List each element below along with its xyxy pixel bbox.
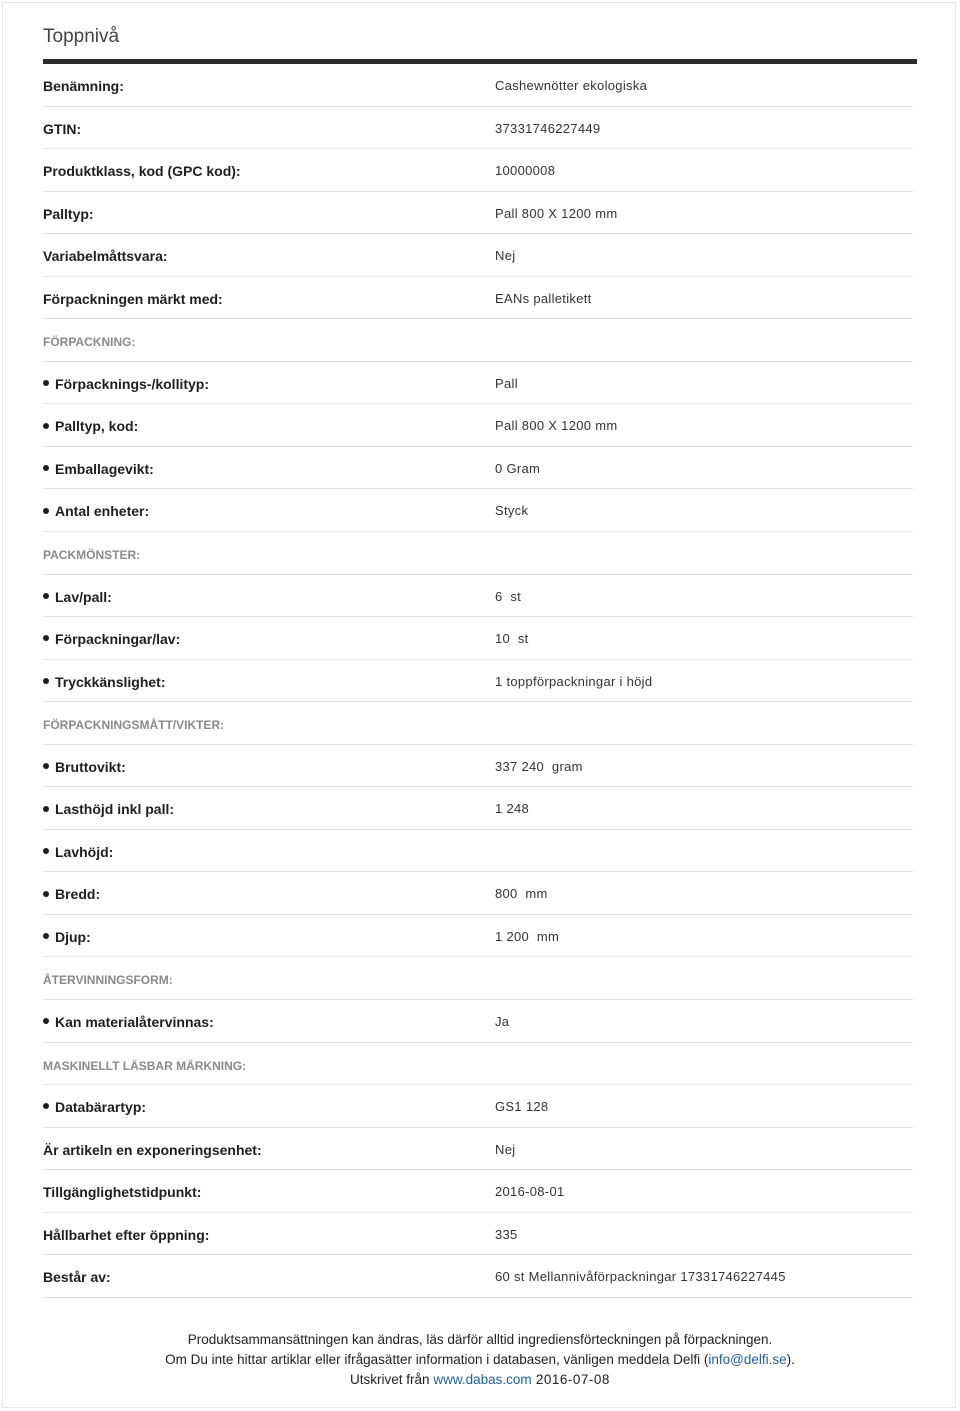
footer-disclaimer: Produktsammansättningen kan ändras, läs därför alltid ingrediensförteckningen på förpackningen. bbox=[187, 1332, 773, 1347]
field-value: Nej bbox=[495, 1141, 516, 1157]
field-row bbox=[43, 362, 913, 405]
bullet-icon bbox=[43, 806, 49, 812]
field-label bbox=[43, 1000, 214, 1042]
section-header: PACKMÖNSTER: bbox=[43, 548, 141, 563]
bullet-icon bbox=[43, 593, 49, 599]
footer-printed bbox=[0, 1370, 960, 1390]
field-value: Pall 800 X 1200 mm bbox=[495, 205, 618, 221]
printed-date: 2016-07-08 bbox=[531, 1372, 610, 1387]
footer-contact-text: Om Du inte hittar artiklar eller ifrågasätter information i databasen, vänligen meddela Delfi ( bbox=[165, 1352, 709, 1367]
field-label bbox=[43, 489, 149, 531]
field-value: 1 toppförpackningar i höjd bbox=[495, 673, 653, 689]
field-value: 1 200 mm bbox=[495, 928, 560, 944]
field-label-text: Bruttovikt: bbox=[55, 758, 126, 775]
field-label bbox=[43, 830, 113, 872]
field-value: Nej bbox=[495, 248, 516, 264]
field-value: GS1 128 bbox=[495, 1099, 549, 1115]
field-row bbox=[43, 1170, 913, 1213]
field-value: Pall 800 X 1200 mm bbox=[495, 418, 618, 434]
field-label-text: Består av: bbox=[43, 1269, 111, 1286]
field-label-text: Bredd: bbox=[55, 886, 101, 903]
printed-from-text: Utskrivet från bbox=[350, 1372, 434, 1387]
field-value: 800 mm bbox=[495, 886, 548, 902]
section-header: ÅTERVINNINGSFORM: bbox=[43, 973, 173, 988]
section-header-row bbox=[43, 957, 913, 1000]
field-value: 60 st Mellannivåförpackningar 17331746227445 bbox=[495, 1269, 786, 1285]
field-label bbox=[43, 1255, 111, 1297]
field-label bbox=[43, 787, 174, 829]
section-header-row bbox=[43, 702, 913, 745]
field-label bbox=[43, 872, 100, 914]
bullet-icon bbox=[43, 933, 49, 939]
page-title: Toppnivå bbox=[43, 26, 120, 47]
field-label-text: Förpackningen märkt med: bbox=[43, 290, 223, 307]
field-row bbox=[43, 149, 913, 192]
field-row bbox=[43, 830, 913, 873]
field-label-text: Lavhöjd: bbox=[55, 843, 114, 860]
bullet-icon bbox=[43, 678, 49, 684]
product-info-table bbox=[43, 64, 913, 1298]
field-row bbox=[43, 277, 913, 320]
field-value: Ja bbox=[495, 1014, 510, 1030]
field-label-text: Palltyp, kod: bbox=[55, 418, 139, 435]
field-row bbox=[43, 1255, 913, 1298]
section-header: FÖRPACKNING: bbox=[43, 335, 136, 350]
bullet-icon bbox=[43, 848, 49, 854]
field-row bbox=[43, 915, 913, 958]
field-label-text: Lasthöjd inkl pall: bbox=[55, 801, 175, 818]
footer bbox=[0, 1330, 960, 1390]
section-header-row bbox=[43, 319, 913, 362]
field-value: 37331746227449 bbox=[495, 120, 601, 136]
field-value: 2016-08-01 bbox=[495, 1184, 565, 1200]
field-row bbox=[43, 745, 913, 788]
section-header: FÖRPACKNINGSMÅTT/VIKTER: bbox=[43, 718, 225, 733]
field-label bbox=[43, 192, 94, 234]
field-row bbox=[43, 1000, 913, 1043]
field-row bbox=[43, 617, 913, 660]
field-label bbox=[43, 745, 126, 787]
field-value: 1 248 bbox=[495, 801, 530, 817]
field-value: EANs palletikett bbox=[495, 290, 592, 306]
field-label bbox=[43, 277, 223, 319]
field-label bbox=[43, 1128, 262, 1170]
field-label-text: GTIN: bbox=[43, 120, 82, 137]
bullet-icon bbox=[43, 423, 49, 429]
field-label bbox=[43, 1213, 209, 1255]
field-value: Cashewnötter ekologiska bbox=[495, 78, 648, 93]
bullet-icon bbox=[43, 508, 49, 514]
field-label-text: Emballagevikt: bbox=[55, 460, 154, 477]
field-label bbox=[43, 915, 91, 957]
field-label bbox=[43, 404, 138, 446]
field-label-text: Förpackningar/lav: bbox=[55, 631, 181, 648]
bullet-icon bbox=[43, 1018, 49, 1024]
bullet-icon bbox=[43, 763, 49, 769]
field-label-text: Lav/pall: bbox=[55, 588, 112, 605]
field-row bbox=[43, 234, 913, 277]
footer-contact-end: ). bbox=[786, 1352, 795, 1367]
field-row bbox=[43, 447, 913, 490]
field-value: 6 st bbox=[495, 588, 522, 604]
field-label-text: Palltyp: bbox=[43, 205, 94, 222]
field-value: 0 Gram bbox=[495, 460, 541, 476]
field-value: Styck bbox=[495, 503, 529, 519]
field-label bbox=[43, 447, 154, 489]
field-row bbox=[43, 64, 913, 107]
field-label-text: Kan materialåtervinnas: bbox=[55, 1014, 214, 1031]
field-row bbox=[43, 192, 913, 235]
section-header-row bbox=[43, 532, 913, 575]
field-label-text: Djup: bbox=[55, 928, 91, 945]
field-row bbox=[43, 660, 913, 703]
field-label-text: Databärartyp: bbox=[55, 1099, 147, 1116]
field-value: 335 bbox=[495, 1226, 518, 1242]
field-value: 10 st bbox=[495, 631, 529, 647]
dabas-link[interactable]: www.dabas.com bbox=[433, 1372, 532, 1387]
field-label-text: Är artikeln en exponeringsenhet: bbox=[43, 1141, 262, 1158]
field-value: Pall bbox=[495, 375, 518, 391]
field-label-text: Tryckkänslighet: bbox=[55, 673, 166, 690]
field-label-text: Antal enheter: bbox=[55, 503, 150, 520]
section-header-row bbox=[43, 1043, 913, 1086]
field-label bbox=[43, 362, 209, 404]
field-row bbox=[43, 787, 913, 830]
field-label bbox=[43, 660, 166, 702]
field-label-text: Hållbarhet efter öppning: bbox=[43, 1226, 210, 1243]
field-row bbox=[43, 1128, 913, 1171]
bullet-icon bbox=[43, 891, 49, 897]
field-row bbox=[43, 404, 913, 447]
field-label bbox=[43, 1170, 201, 1212]
field-label-text: Tillgänglighetstidpunkt: bbox=[43, 1184, 202, 1201]
field-label bbox=[43, 234, 168, 276]
field-label-text: Variabelmåttsvara: bbox=[43, 248, 168, 265]
field-row bbox=[43, 1213, 913, 1256]
footer-contact bbox=[0, 1350, 960, 1370]
bullet-icon bbox=[43, 635, 49, 641]
bullet-icon bbox=[43, 1103, 49, 1109]
field-label-text: Produktklass, kod (GPC kod): bbox=[43, 163, 241, 180]
field-label-text: Benämning: bbox=[43, 78, 124, 94]
field-label bbox=[43, 107, 81, 149]
field-label bbox=[43, 149, 241, 191]
field-label bbox=[43, 64, 124, 106]
field-label-text: Förpacknings-/kollityp: bbox=[55, 375, 210, 392]
contact-email-link[interactable]: info@delfi.se bbox=[708, 1352, 787, 1367]
field-row bbox=[43, 872, 913, 915]
field-value: 10000008 bbox=[495, 163, 556, 179]
field-label bbox=[43, 1085, 146, 1127]
field-row bbox=[43, 1085, 913, 1128]
bullet-icon bbox=[43, 380, 49, 386]
bullet-icon bbox=[43, 465, 49, 471]
field-label bbox=[43, 617, 180, 659]
field-label bbox=[43, 575, 112, 617]
field-value: 337 240 gram bbox=[495, 758, 583, 774]
section-header: MASKINELLT LÄSBAR MÄRKNING: bbox=[43, 1058, 247, 1073]
field-row bbox=[43, 489, 913, 532]
field-row bbox=[43, 107, 913, 150]
field-row bbox=[43, 575, 913, 618]
